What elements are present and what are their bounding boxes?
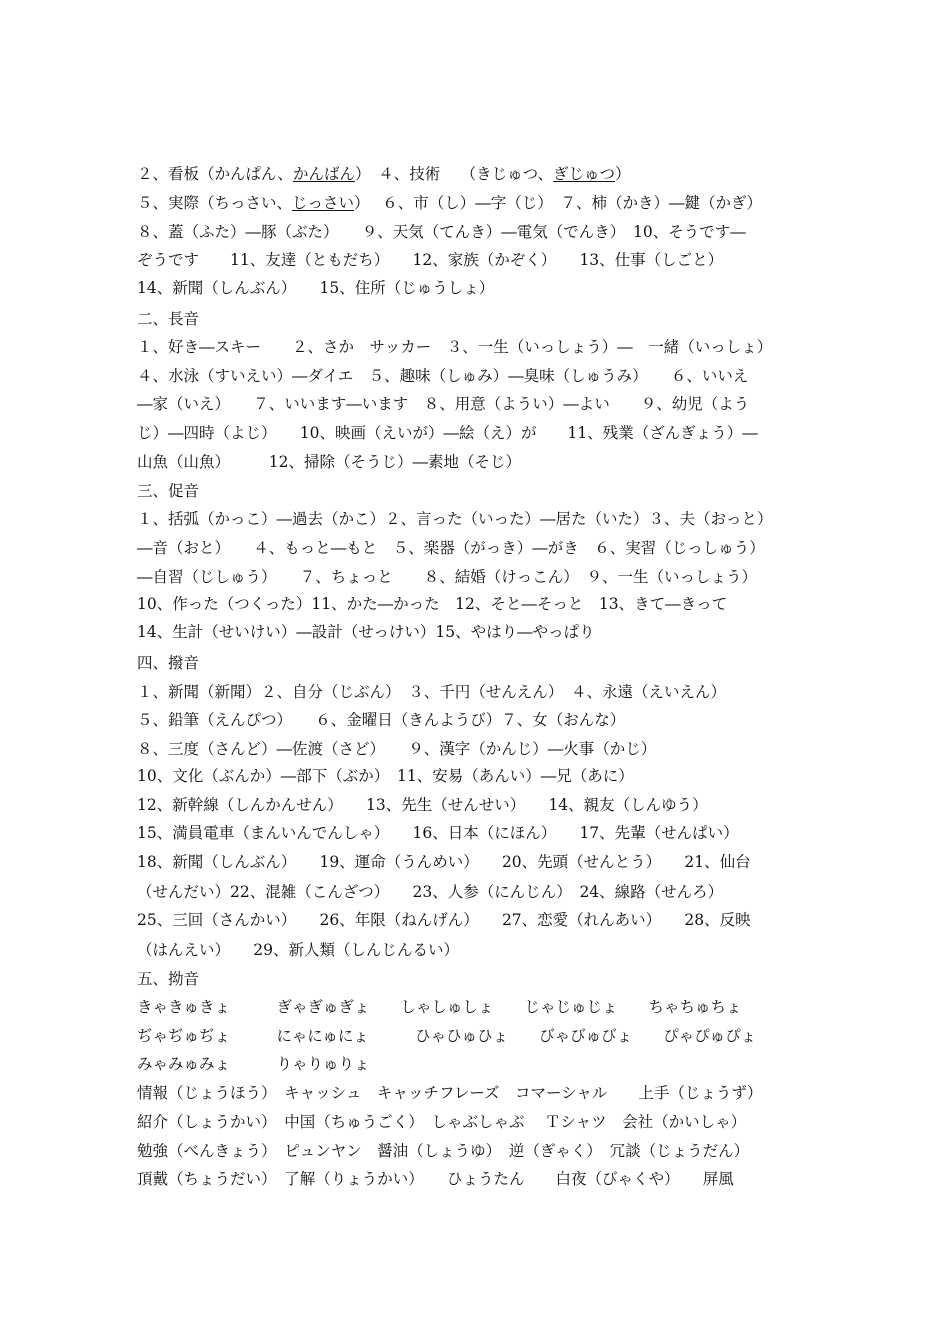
text-segment: ２、看板（かんぱん、 bbox=[137, 165, 293, 183]
text-segment: １、括弧（かっこ）―過去（かこ）２、言った（いった）―居た（いた）３、夫（おっと） bbox=[137, 510, 773, 528]
text-line bbox=[137, 221, 746, 243]
text-line bbox=[137, 1140, 749, 1162]
text-segment: ―自習（じしゅう） ７、ちょっと ８、結婚（けっこん） ９、一生（いっしょう） bbox=[137, 568, 758, 586]
text-line bbox=[137, 508, 773, 530]
text-segment: 情報（じょうほう） キャッシュ キャッチフレーズ コマーシャル 上手（じょうず） bbox=[137, 1084, 763, 1102]
text-segment: ） bbox=[615, 165, 631, 183]
underlined-answer: じっさい bbox=[292, 194, 355, 212]
text-segment: 25、三回（さんかい） 26、年限（ねんげん） 27、恋愛（れんあい） 28、反映 bbox=[137, 911, 751, 929]
text-segment: ８、蓋（ふた）―豚（ぶた） ９、天気（てんき）―電気（でんき） 10、そうです― bbox=[137, 223, 746, 241]
text-segment: 四、撥音 bbox=[137, 654, 200, 672]
text-segment: ） ４、技術 （きじゅつ、 bbox=[354, 165, 554, 183]
text-segment: ） ６、市（し）―字（じ） ７、柿（かき）―鍵（かぎ） bbox=[354, 194, 762, 212]
text-line bbox=[137, 1168, 734, 1190]
text-line bbox=[137, 480, 199, 502]
text-segment: 12、新幹線（しんかんせん） 13、先生（せんせい） 14、親友（しんゆう） bbox=[137, 796, 708, 814]
text-line bbox=[137, 765, 634, 787]
text-line bbox=[137, 851, 751, 873]
text-line bbox=[137, 308, 199, 330]
text-line bbox=[137, 909, 751, 931]
text-line bbox=[137, 652, 199, 674]
text-segment: 15、満員電車（まんいんでんしゃ） 16、日本（にほん） 17、先輩（せんぱい） bbox=[137, 824, 739, 842]
text-segment: 山魚（山魚） 12、掃除（そうじ）―素地（そじ） bbox=[137, 453, 521, 471]
text-line bbox=[137, 968, 199, 990]
text-segment: ぢゃぢゅぢょ にゃにゅにょ ひゃひゅひょ びゃびゅびょ ぴゃぴゅぴょ bbox=[137, 1027, 757, 1045]
text-line bbox=[137, 593, 727, 615]
text-line bbox=[137, 451, 521, 473]
text-segment: （せんだい）22、混雑（こんざつ） 23、人参（にんじん） 24、線路（せんろ） bbox=[137, 883, 724, 901]
text-segment: ―家（いえ） ７、いいます―います ８、用意（ようい）―よい ９、幼児（よう bbox=[137, 395, 750, 413]
text-segment: ５、実際（ちっさい、 bbox=[137, 194, 293, 212]
underlined-answer: ぎじゅつ bbox=[553, 165, 616, 183]
text-line bbox=[137, 1025, 756, 1047]
text-line bbox=[137, 163, 631, 185]
text-segment: じ）―四時（よじ） 10、映画（えいが）―絵（え）が 11、残業（ざんぎょう）― bbox=[137, 424, 758, 442]
text-segment: 10、文化（ぶんか）―部下（ぶか） 11、安易（あんい）―兄（あに） bbox=[137, 767, 634, 785]
text-segment: ―音（おと） ４、もっと―もと ５、楽器（がっき）―がき ６、実習（じっしゅう） bbox=[137, 539, 765, 557]
text-line bbox=[137, 822, 739, 844]
text-segment: 10、作った（つくった）11、かた―かった 12、そと―そっと 13、きて―きって bbox=[137, 595, 728, 613]
text-line bbox=[137, 365, 748, 387]
underlined-answer: かんばん bbox=[292, 165, 355, 183]
text-line bbox=[137, 996, 742, 1018]
text-line bbox=[137, 537, 765, 559]
text-segment: （はんえい） 29、新人類（しんじんるい） bbox=[137, 941, 459, 959]
text-segment: １、新聞（新聞）２、自分（じぶん） ３、千円（せんえん） ４、永遠（えいえん） bbox=[137, 683, 727, 701]
text-segment: 14、新聞（しんぶん） 15、住所（じゅうしょ） bbox=[137, 279, 495, 297]
text-line bbox=[137, 1053, 370, 1075]
text-line bbox=[137, 709, 625, 731]
text-line bbox=[137, 566, 757, 588]
text-line bbox=[137, 249, 723, 271]
text-segment: 勉強（べんきょう） ピュンヤン 醤油（しょうゆ） 逆（ぎゃく） 冗談（じょうだん） bbox=[137, 1142, 750, 1160]
text-segment: みゃみゅみょ りゃりゅりょ bbox=[137, 1055, 370, 1073]
text-segment: ４、水泳（すいえい）―ダイエ ５、趣味（しゅみ）―臭味（しゅうみ） ６、いいえ bbox=[137, 367, 749, 385]
text-line bbox=[137, 681, 726, 703]
text-line bbox=[137, 621, 595, 643]
text-segment: ぞうです 11、友達（ともだち） 12、家族（かぞく） 13、仕事（しごと） bbox=[137, 251, 724, 269]
text-segment: 14、生計（せいけい）―設計（せっけい）15、やはり―やっぱり bbox=[137, 623, 595, 641]
text-line bbox=[137, 794, 708, 816]
text-line bbox=[137, 277, 494, 299]
text-segment: 二、長音 bbox=[137, 310, 200, 328]
text-line bbox=[137, 336, 772, 358]
text-segment: きゃきゅきょ ぎゃぎゅぎょ しゃしゅしょ じゃじゅじょ ちゃちゅちょ bbox=[137, 998, 742, 1016]
text-segment: 18、新聞（しんぶん） 19、運命（うんめい） 20、先頭（せんとう） 21、仙台 bbox=[137, 853, 751, 871]
text-line bbox=[137, 939, 459, 961]
text-line bbox=[137, 393, 749, 415]
text-line bbox=[137, 881, 723, 903]
text-segment: 頂戴（ちょうだい） 了解（りょうかい） ひょうたん 白夜（びゃくや） 屏風 bbox=[137, 1170, 734, 1188]
text-line bbox=[137, 738, 656, 760]
text-segment: ８、三度（さんど）―佐渡（さど） ９、漢字（かんじ）―火事（かじ） bbox=[137, 740, 657, 758]
text-line bbox=[137, 1082, 762, 1104]
text-segment: 紹介（しょうかい） 中国（ちゅうごく） しゃぶしゃぶ Ｔシャツ 会社（かいしゃ） bbox=[137, 1113, 747, 1131]
text-segment: 五、拗音 bbox=[137, 970, 200, 988]
text-line bbox=[137, 1111, 746, 1133]
text-segment: 三、促音 bbox=[137, 482, 200, 500]
text-line bbox=[137, 192, 762, 214]
text-line bbox=[137, 422, 758, 444]
text-segment: １、好き―スキー ２、さか サッカー ３、一生（いっしょう）― 一緒（いっしょ） bbox=[137, 338, 773, 356]
text-segment: ５、鉛筆（えんぴつ） ６、金曜日（きんようび）７、女（おんな） bbox=[137, 711, 626, 729]
